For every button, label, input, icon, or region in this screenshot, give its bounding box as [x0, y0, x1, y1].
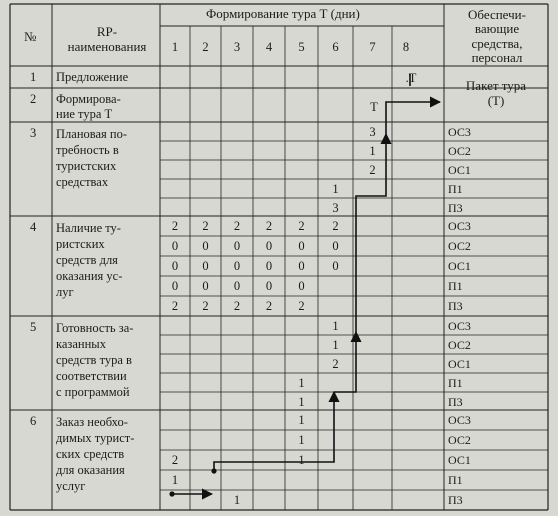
cell-r6-d3-4: 1 — [233, 493, 241, 507]
header-day-5: 5 — [298, 40, 305, 54]
cell-r4-d3-2: 0 — [233, 259, 241, 273]
header-day-6: 6 — [332, 40, 339, 54]
res-r6-1: ОС2 — [448, 433, 471, 447]
flow-arrow-2 — [214, 392, 334, 471]
res-r4-1: ОС2 — [448, 239, 471, 253]
header-rp-names: RP- наименования — [67, 24, 147, 54]
res-r5-1: ОС2 — [448, 338, 471, 352]
cell-r4-d2-3: 0 — [202, 279, 209, 293]
cell-r4-d2-2: 0 — [202, 259, 209, 273]
res-r4-3: П1 — [448, 279, 463, 293]
cell-r4-d5-3: 0 — [298, 279, 305, 293]
cell-r5-d6-1: 1 — [332, 338, 339, 352]
header-day-8: 8 — [402, 40, 410, 54]
cell-r4-d4-0: 2 — [265, 219, 273, 233]
flow-start-dot — [169, 491, 174, 496]
row-3-number: 3 — [30, 126, 37, 140]
cell-r4-d5-1: 0 — [298, 239, 305, 253]
row-2-day7: T — [370, 100, 378, 114]
flow-dot-2 — [211, 468, 216, 473]
header-resources: Обеспечи- вающие средства, персонал — [468, 7, 526, 65]
cell-r5-d5-3: 1 — [298, 376, 305, 390]
header-group-title: Формирование тура Т (дни) — [206, 6, 360, 21]
cell-r6-d5-0: 1 — [298, 413, 305, 427]
row-1-number: 1 — [30, 70, 37, 84]
cell-r4-d3-4: 2 — [233, 299, 241, 313]
cell-r5-d6-0: 1 — [332, 319, 339, 333]
row-3-name: Плановая по- требность в туристских средствах — [56, 127, 128, 189]
cell-r4-d6-0: 2 — [332, 219, 339, 233]
cell-r4-d3-0: 2 — [233, 219, 241, 233]
row-2-number: 2 — [30, 92, 37, 106]
cell-r4-d4-3: 0 — [265, 279, 273, 293]
cell-r6-d1-2: 2 — [171, 453, 179, 467]
cell-r4-d1-0: 2 — [171, 219, 179, 233]
cell-r4-d6-2: 0 — [332, 259, 339, 273]
cell-r3-d7-1: 1 — [369, 144, 376, 158]
cell-r4-d6-1: 0 — [332, 239, 339, 253]
res-r4-2: ОС1 — [448, 259, 471, 273]
cell-r4-d1-3: 0 — [171, 279, 179, 293]
res-r6-2: ОС1 — [448, 453, 471, 467]
cell-r3-d6-3: 1 — [332, 182, 339, 196]
cell-r4-d4-1: 0 — [265, 239, 273, 253]
res-r6-4: П3 — [448, 493, 463, 507]
cell-r4-d5-4: 2 — [298, 299, 305, 313]
res-r3-4: П3 — [448, 201, 463, 215]
row-6-number: 6 — [30, 414, 37, 428]
res-r5-2: ОС1 — [448, 357, 471, 371]
row-6-name: Заказ необхо- димых турист- ских средств для оказания услуг — [56, 415, 135, 493]
res-r5-3: П1 — [448, 376, 463, 390]
cell-r4-d4-4: 2 — [265, 299, 273, 313]
cell-r4-d1-2: 0 — [171, 259, 179, 273]
cell-r4-d1-1: 0 — [171, 239, 179, 253]
row-2-name: Формирова- ние тура Т — [56, 92, 121, 121]
res-r6-0: ОС3 — [448, 413, 471, 427]
cell-r5-d5-4: 1 — [298, 395, 305, 409]
cell-r6-d5-2: 1 — [298, 453, 305, 467]
header-day-4: 4 — [265, 40, 273, 54]
cell-r4-d3-1: 0 — [233, 239, 241, 253]
cell-r4-d4-2: 0 — [265, 259, 273, 273]
header-day-2: 2 — [202, 40, 209, 54]
row-2-result: Пакет тура (T) — [465, 78, 527, 108]
cell-r4-d3-3: 0 — [233, 279, 241, 293]
cell-r3-d7-2: 2 — [369, 163, 376, 177]
res-r5-0: ОС3 — [448, 319, 471, 333]
res-r3-1: ОС2 — [448, 144, 471, 158]
row-4-number: 4 — [30, 220, 37, 234]
header-number: № — [24, 29, 37, 44]
header-day-1: 1 — [171, 40, 179, 54]
res-r3-3: П1 — [448, 182, 463, 196]
row-4-name: Наличие ту- ристских средств для оказания ус- луг — [56, 221, 123, 299]
row-5-name: Готовность за- казанных средств тура в соответствии с программой — [56, 321, 134, 399]
cell-r4-d5-2: 0 — [298, 259, 305, 273]
cell-r4-d5-0: 2 — [298, 219, 305, 233]
res-r4-0: ОС3 — [448, 219, 471, 233]
cell-r3-d6-4: 3 — [332, 201, 339, 215]
row-1-name: Предложение — [56, 70, 129, 84]
cell-r6-d1-3: 1 — [171, 473, 179, 487]
row-5-number: 5 — [30, 320, 37, 334]
header-day-3: 3 — [233, 40, 241, 54]
res-r3-0: ОС3 — [448, 125, 471, 139]
cell-r5-d6-2: 2 — [332, 357, 339, 371]
flow-arrow-5 — [386, 102, 440, 134]
header-day-7: 7 — [369, 40, 376, 54]
cell-r3-d7-0: 3 — [369, 125, 376, 139]
res-r4-4: П3 — [448, 299, 463, 313]
cell-r4-d2-0: 2 — [202, 219, 209, 233]
cell-r6-d5-1: 1 — [298, 433, 305, 447]
res-r3-2: ОС1 — [448, 163, 471, 177]
res-r6-3: П1 — [448, 473, 463, 487]
cell-r4-d2-4: 2 — [202, 299, 209, 313]
cell-r4-d2-1: 0 — [202, 239, 209, 253]
cell-r4-d1-4: 2 — [171, 299, 179, 313]
row-1-day8: .T — [405, 71, 417, 85]
res-r5-4: П3 — [448, 395, 463, 409]
